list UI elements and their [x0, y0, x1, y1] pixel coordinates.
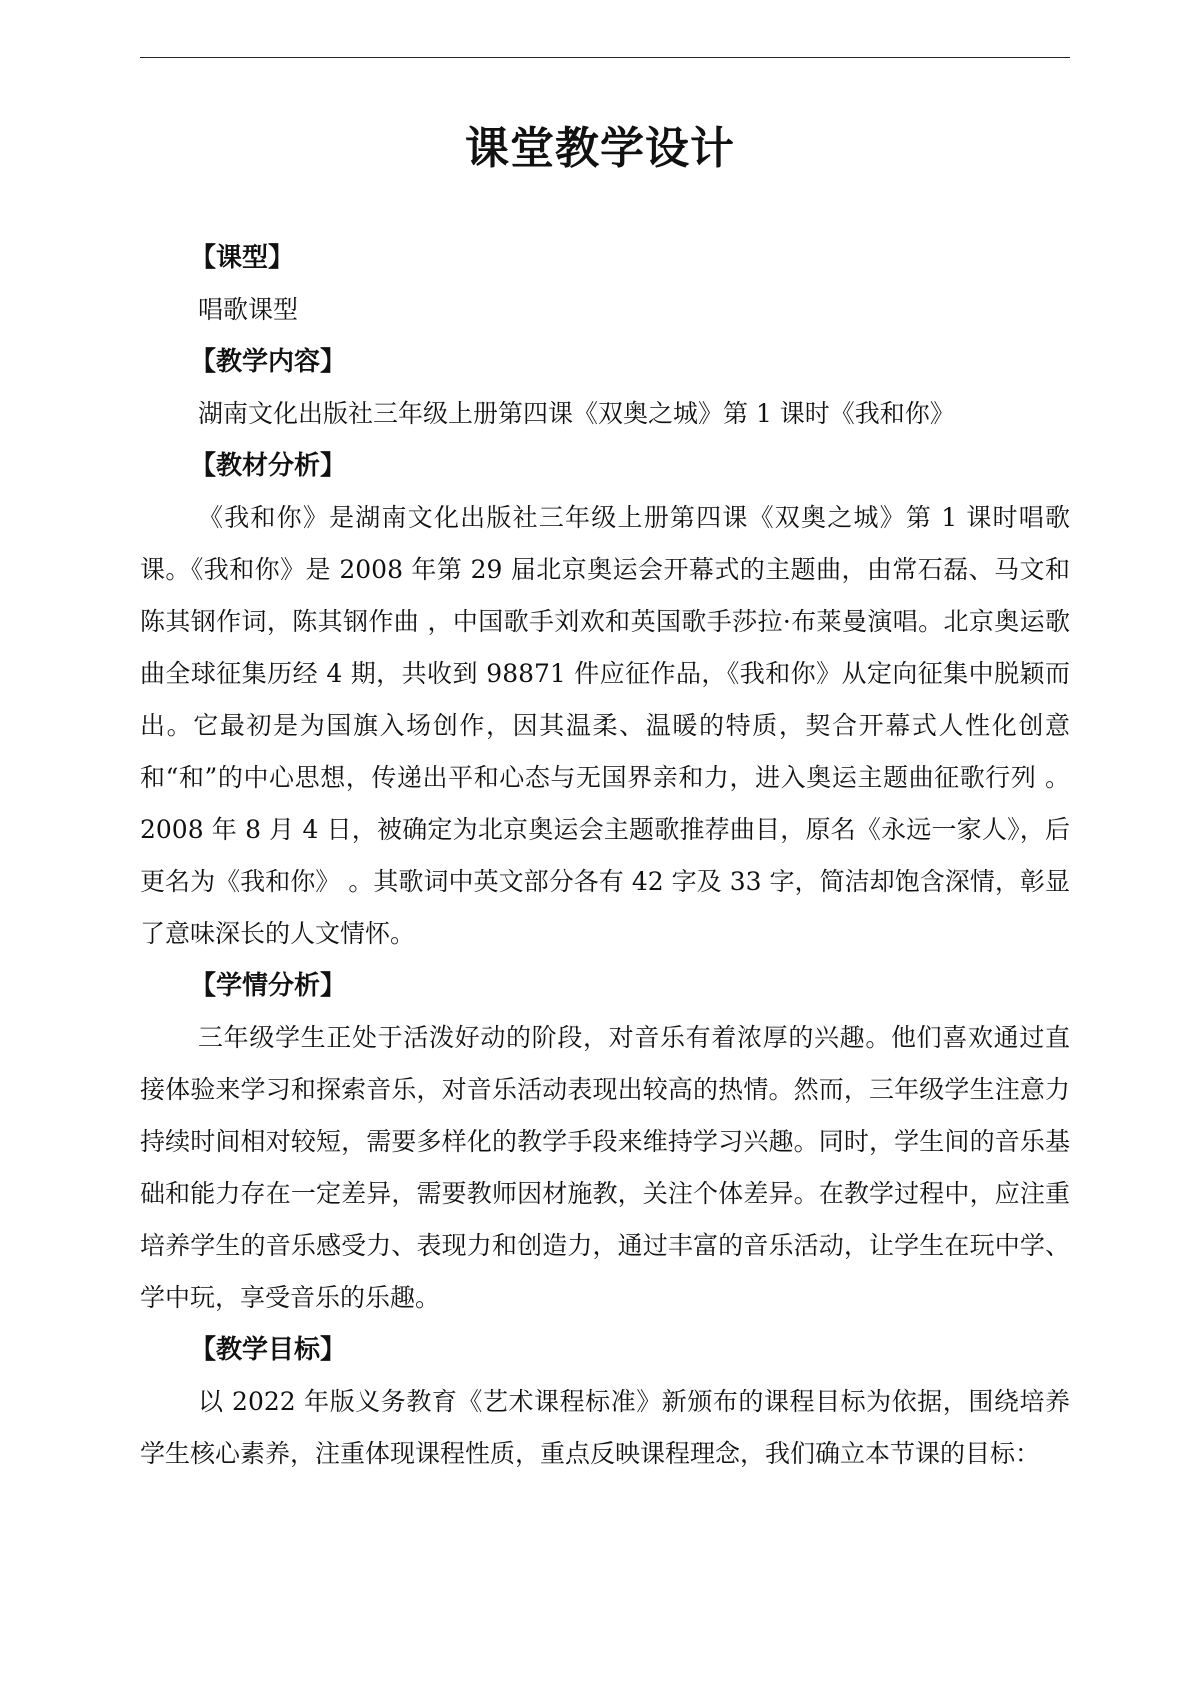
section-heading-goals: 【教学目标】: [190, 1335, 347, 1365]
document-body: [140, 232, 1070, 1480]
student-analysis-paragraph: 三年级学生正处于活泼好动的阶段，对音乐有着浓厚的兴趣。他们喜欢通过直接体验来学习和探索音乐，对音乐活动表现出较高的热情。然而，三年级学生注意力持续时间相对较短，需要多样化的教学手段来维持学习兴趣。同时，学生间的音乐基础和能力存在一定差异，需要教师因材施教，关注个体差异。在教学过程中，应注重培养学生的音乐感受力、表现力和创造力，通过丰富的音乐活动，让学生在玩中学、学中玩，享受音乐的乐趣。: [140, 1023, 1070, 1312]
material-analysis-paragraph: 《我和你》是湖南文化出版社三年级上册第四课《双奥之城》第 1 课时唱歌课。《我和你》是 2008 年第 29 届北京奥运会开幕式的主题曲，由常石磊、马文和陈其钢作词，陈其钢作曲 ，中国歌手刘欢和英国歌手莎拉·布莱曼演唱。北京奥运歌曲全球征集历经 4 期，共收到 98871 件应征作品，《我和你》从定向征集中脱颖而出。它最初是为国旗入场创作，因其温柔、温暖的特质，契合开幕式人性化创意和“和”的中心思想，传递出平和心态与无国界亲和力，进入奥运主题曲征歌行列 。2008 年 8 月 4 日，被确定为北京奥运会主题歌推荐曲目，原名《永远一家人》，后更名为《我和你》 。其歌词中英文部分各有 42 字及 33 字，简洁却饱含深情，彰显了意味深长的人文情怀。: [140, 503, 1070, 948]
lesson-type-text: 唱歌课型: [198, 295, 299, 324]
header-rule: [140, 57, 1070, 58]
section-heading-material: 【教材分析】: [190, 451, 347, 481]
section-heading-content: 【教学内容】: [190, 347, 347, 377]
page-title: 课堂教学设计: [465, 123, 735, 174]
section-heading-students: 【学情分析】: [190, 971, 347, 1001]
section-heading-lesson-type: 【课型】: [190, 243, 295, 273]
teaching-goals-paragraph: 以 2022 年版义务教育《艺术课程标准》新颁布的课程目标为依据，围绕培养学生核心素养，注重体现课程性质，重点反映课程理念，我们确立本节课的目标：: [140, 1387, 1070, 1468]
content-text: 湖南文化出版社三年级上册第四课《双奥之城》第 1 课时《我和你》: [198, 399, 955, 428]
